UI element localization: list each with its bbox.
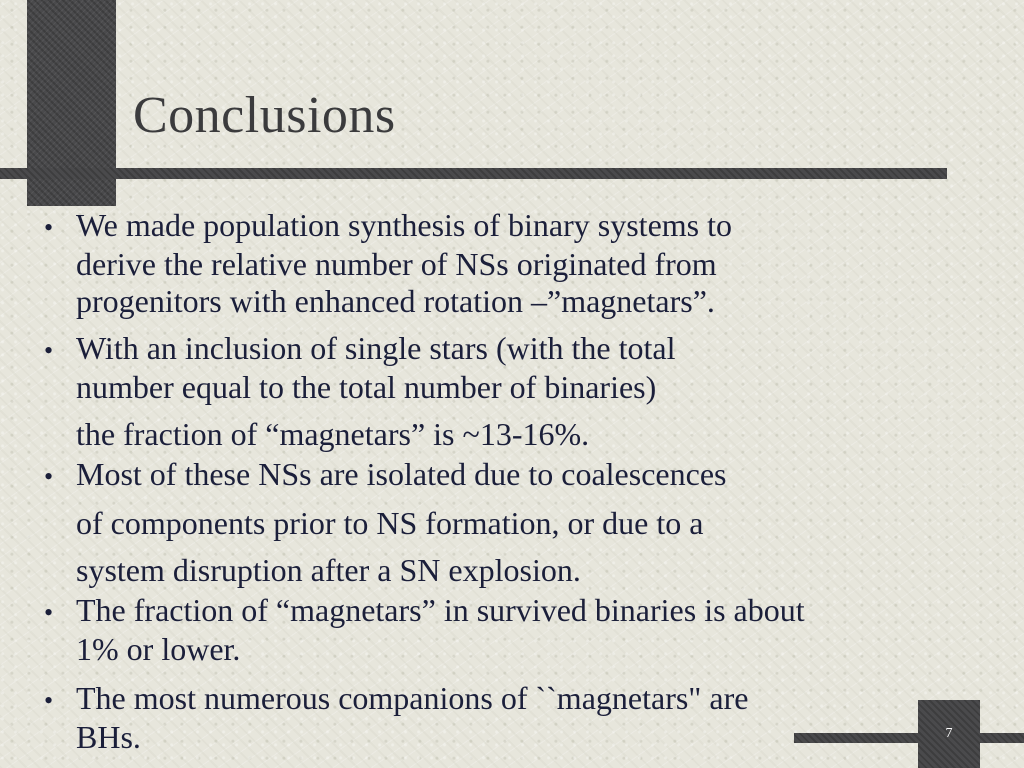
bullet-text: The most numerous companions of ``magnetars" are (76, 680, 749, 716)
bullet-line (44, 330, 1004, 369)
bullet-icon: • (44, 686, 54, 715)
bullet-continuation: the fraction of “magnetars” is ~13-16%. (76, 416, 590, 452)
bullet-list (44, 207, 1004, 756)
bullet-line: progenitors with enhanced rotation –”magnetars”. (76, 283, 715, 319)
bullet-line (44, 456, 1004, 495)
bullet-line: derive the relative number of NSs originated from (76, 246, 717, 282)
bullet-icon: • (44, 336, 54, 365)
bullet-text: With an inclusion of single stars (with the total (76, 330, 676, 366)
bullet-line: 1% or lower. (76, 631, 241, 667)
bullet-item (44, 207, 1004, 320)
bullet-line: BHs. (76, 719, 141, 755)
bullet-icon: • (44, 213, 54, 242)
bullet-item (44, 680, 1004, 756)
bullet-line (44, 592, 1004, 631)
bullet-item (44, 330, 1004, 453)
bullet-line (44, 680, 1004, 719)
bullet-icon: • (44, 462, 54, 491)
footer-rule (794, 733, 1024, 743)
bullet-continuation: of components prior to NS formation, or due to a (76, 505, 704, 541)
title-rule (0, 168, 947, 179)
bullet-continuation: system disruption after a SN explosion. (76, 552, 581, 588)
page-number: 7 (945, 726, 953, 741)
bullet-text: We made population synthesis of binary systems to (76, 207, 732, 243)
bullet-text: The fraction of “magnetars” in survived binaries is about (76, 592, 805, 628)
bullet-item (44, 592, 1004, 668)
bullet-line: number equal to the total number of binaries) (76, 369, 657, 405)
bullet-icon: • (44, 598, 54, 627)
bullet-text: Most of these NSs are isolated due to coalescences (76, 456, 727, 492)
slide-title: Conclusions (133, 87, 396, 144)
bullet-item (44, 456, 1004, 589)
bullet-line (44, 207, 1004, 246)
